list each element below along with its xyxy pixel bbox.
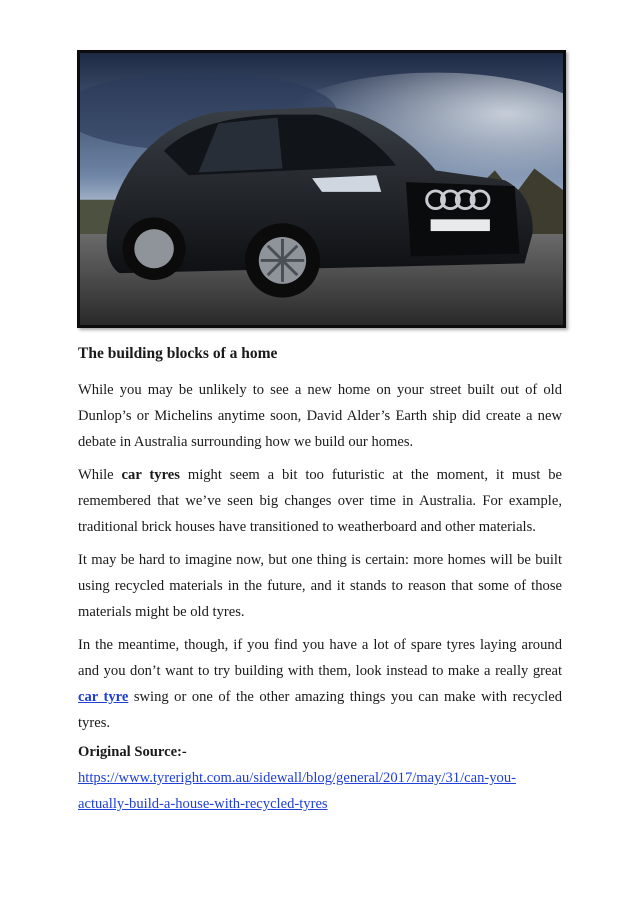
car-image-icon <box>80 53 563 325</box>
article-body <box>78 344 562 817</box>
paragraph-2 <box>78 462 562 540</box>
car-tyres-bold: car tyres <box>121 467 180 483</box>
source-url-link-line-1[interactable]: https://www.tyreright.com.au/sidewall/blog/general/2017/may/31/can-you- <box>78 770 516 786</box>
paragraph-2-end: might seem a bit too futuristic at the moment, it must be remembered that we’ve seen big changes over time in Australia. For example, traditional brick houses have transitioned to weatherboard and other materials. <box>78 467 562 535</box>
car-photo <box>77 50 566 328</box>
paragraph-4 <box>78 632 562 736</box>
paragraph-2-start: While <box>78 467 122 483</box>
original-source-label: Original Source:- <box>78 744 187 760</box>
car-tyre-link[interactable]: car tyre <box>78 689 129 705</box>
source-url-link-line-2[interactable]: actually-build-a-house-with-recycled-tyres <box>78 796 328 812</box>
paragraph-4-end: swing or one of the other amazing things you can make with recycled tyres. <box>78 689 562 731</box>
paragraph-3: It may be hard to imagine now, but one thing is certain: more homes will be built using recycled materials in the future, and it stands to reason that some of those materials might be old tyres. <box>78 552 562 620</box>
section-heading: The building blocks of a home <box>78 345 278 362</box>
paragraph-1: While you may be unlikely to see a new home on your street built out of old Dunlop’s or Michelins anytime soon, David Alder’s Earth ship did create a new debate in Australia surrounding how we build our homes. <box>78 382 562 450</box>
paragraph-4-start: In the meantime, though, if you find you have a lot of spare tyres laying around and you don’t want to try building with them, look instead to make a really great <box>78 637 562 679</box>
